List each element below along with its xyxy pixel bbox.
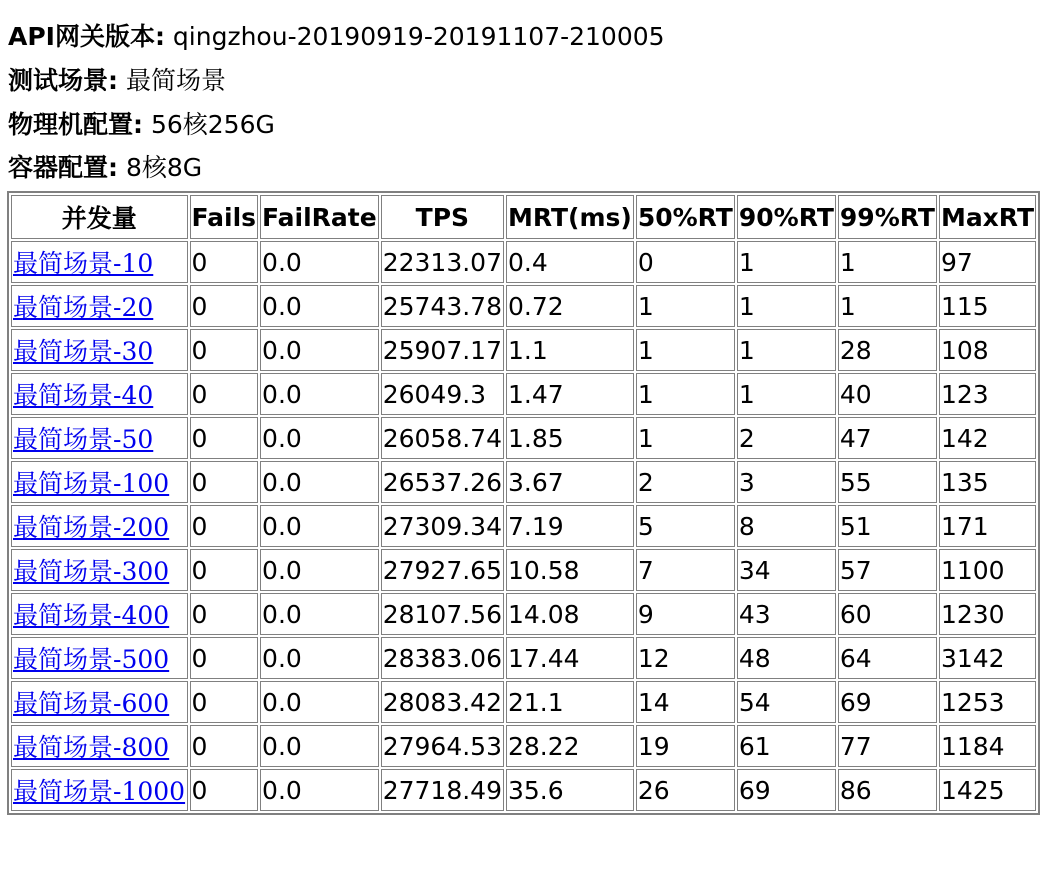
cell-maxrt: 1100 xyxy=(939,549,1036,591)
table-row xyxy=(11,593,1036,635)
cell-mrt: 21.1 xyxy=(506,681,634,723)
cell-rt99: 1 xyxy=(838,241,937,283)
cell-rt50: 5 xyxy=(636,505,735,547)
cell-maxrt: 1230 xyxy=(939,593,1036,635)
cell-fails: 0 xyxy=(190,461,259,503)
table-header-row xyxy=(11,195,1036,239)
cell-maxrt: 3142 xyxy=(939,637,1036,679)
results-table xyxy=(7,191,1040,815)
cell-fails: 0 xyxy=(190,329,259,371)
cell-fails: 0 xyxy=(190,769,259,811)
scenario-link[interactable]: 最简场景-20 xyxy=(13,293,154,322)
table-row xyxy=(11,241,1036,283)
cell-mrt: 1.1 xyxy=(506,329,634,371)
cell-rt90: 34 xyxy=(737,549,836,591)
cell-maxrt: 108 xyxy=(939,329,1036,371)
scenario-link[interactable]: 最简场景-40 xyxy=(13,381,154,410)
cell-rt50: 2 xyxy=(636,461,735,503)
info-label: 物理机配置: xyxy=(8,110,143,139)
table-row xyxy=(11,461,1036,503)
cell-rt99: 77 xyxy=(838,725,937,767)
header-rt90: 90%RT xyxy=(737,195,836,239)
cell-fails: 0 xyxy=(190,417,259,459)
cell-fails: 0 xyxy=(190,285,259,327)
cell-maxrt: 1425 xyxy=(939,769,1036,811)
cell-mrt: 0.4 xyxy=(506,241,634,283)
cell-scenario xyxy=(11,329,188,371)
table-row xyxy=(11,681,1036,723)
cell-scenario xyxy=(11,637,188,679)
cell-failrate: 0.0 xyxy=(260,461,379,503)
cell-scenario xyxy=(11,725,188,767)
cell-mrt: 35.6 xyxy=(506,769,634,811)
cell-fails: 0 xyxy=(190,505,259,547)
header-failrate: FailRate xyxy=(260,195,379,239)
cell-maxrt: 135 xyxy=(939,461,1036,503)
cell-rt90: 61 xyxy=(737,725,836,767)
cell-failrate: 0.0 xyxy=(260,241,379,283)
info-value: 56核256G xyxy=(143,110,275,139)
scenario-link[interactable]: 最简场景-500 xyxy=(13,645,170,674)
cell-fails: 0 xyxy=(190,241,259,283)
cell-scenario xyxy=(11,285,188,327)
header-concurrency: 并发量 xyxy=(11,195,188,239)
scenario-link[interactable]: 最简场景-600 xyxy=(13,689,170,718)
cell-rt50: 12 xyxy=(636,637,735,679)
cell-rt99: 55 xyxy=(838,461,937,503)
table-body xyxy=(11,241,1036,811)
info-gateway-version xyxy=(8,22,665,52)
cell-maxrt: 1253 xyxy=(939,681,1036,723)
cell-mrt: 10.58 xyxy=(506,549,634,591)
header-mrt: MRT(ms) xyxy=(506,195,634,239)
header-tps: TPS xyxy=(381,195,504,239)
info-label: 容器配置: xyxy=(8,153,118,182)
cell-rt90: 8 xyxy=(737,505,836,547)
cell-failrate: 0.0 xyxy=(260,285,379,327)
cell-fails: 0 xyxy=(190,637,259,679)
cell-tps: 28383.06 xyxy=(381,637,504,679)
cell-rt50: 19 xyxy=(636,725,735,767)
cell-rt90: 1 xyxy=(737,329,836,371)
header-rt50: 50%RT xyxy=(636,195,735,239)
info-container-config xyxy=(8,153,202,183)
cell-maxrt: 171 xyxy=(939,505,1036,547)
cell-scenario xyxy=(11,417,188,459)
cell-rt90: 69 xyxy=(737,769,836,811)
info-test-scenario xyxy=(8,66,226,96)
cell-rt99: 28 xyxy=(838,329,937,371)
scenario-link[interactable]: 最简场景-100 xyxy=(13,469,170,498)
info-value: 最简场景 xyxy=(118,66,226,95)
table-row xyxy=(11,373,1036,415)
table-row xyxy=(11,417,1036,459)
cell-mrt: 0.72 xyxy=(506,285,634,327)
cell-scenario xyxy=(11,681,188,723)
table-row xyxy=(11,637,1036,679)
cell-failrate: 0.0 xyxy=(260,549,379,591)
cell-tps: 27927.65 xyxy=(381,549,504,591)
cell-rt90: 2 xyxy=(737,417,836,459)
cell-rt99: 64 xyxy=(838,637,937,679)
cell-rt90: 3 xyxy=(737,461,836,503)
scenario-link[interactable]: 最简场景-10 xyxy=(13,249,154,278)
cell-rt50: 1 xyxy=(636,285,735,327)
cell-mrt: 1.85 xyxy=(506,417,634,459)
cell-rt90: 1 xyxy=(737,285,836,327)
cell-failrate: 0.0 xyxy=(260,681,379,723)
cell-fails: 0 xyxy=(190,725,259,767)
cell-rt90: 54 xyxy=(737,681,836,723)
cell-rt90: 43 xyxy=(737,593,836,635)
table-row xyxy=(11,769,1036,811)
cell-mrt: 14.08 xyxy=(506,593,634,635)
cell-tps: 22313.07 xyxy=(381,241,504,283)
cell-scenario xyxy=(11,593,188,635)
cell-rt99: 86 xyxy=(838,769,937,811)
cell-tps: 26049.3 xyxy=(381,373,504,415)
cell-rt99: 57 xyxy=(838,549,937,591)
cell-failrate: 0.0 xyxy=(260,725,379,767)
cell-tps: 25907.17 xyxy=(381,329,504,371)
cell-rt50: 9 xyxy=(636,593,735,635)
cell-mrt: 3.67 xyxy=(506,461,634,503)
cell-fails: 0 xyxy=(190,681,259,723)
cell-rt99: 40 xyxy=(838,373,937,415)
cell-tps: 27964.53 xyxy=(381,725,504,767)
scenario-link[interactable]: 最简场景-400 xyxy=(13,601,170,630)
cell-rt99: 1 xyxy=(838,285,937,327)
cell-scenario xyxy=(11,461,188,503)
cell-mrt: 28.22 xyxy=(506,725,634,767)
cell-rt90: 1 xyxy=(737,241,836,283)
cell-maxrt: 142 xyxy=(939,417,1036,459)
cell-fails: 0 xyxy=(190,549,259,591)
cell-rt50: 0 xyxy=(636,241,735,283)
scenario-link[interactable]: 最简场景-800 xyxy=(13,733,170,762)
info-label: API网关版本: xyxy=(8,22,165,51)
cell-failrate: 0.0 xyxy=(260,329,379,371)
cell-tps: 26058.74 xyxy=(381,417,504,459)
cell-failrate: 0.0 xyxy=(260,593,379,635)
table-row xyxy=(11,285,1036,327)
cell-tps: 25743.78 xyxy=(381,285,504,327)
cell-tps: 27718.49 xyxy=(381,769,504,811)
scenario-link[interactable]: 最简场景-200 xyxy=(13,513,170,542)
cell-tps: 26537.26 xyxy=(381,461,504,503)
scenario-link[interactable]: 最简场景-30 xyxy=(13,337,154,366)
cell-failrate: 0.0 xyxy=(260,373,379,415)
cell-failrate: 0.0 xyxy=(260,637,379,679)
info-label: 测试场景: xyxy=(8,66,118,95)
table-row xyxy=(11,329,1036,371)
cell-rt50: 1 xyxy=(636,329,735,371)
cell-maxrt: 97 xyxy=(939,241,1036,283)
info-physical-machine-config xyxy=(8,110,275,140)
cell-rt50: 1 xyxy=(636,417,735,459)
cell-failrate: 0.0 xyxy=(260,417,379,459)
info-value: qingzhou-20190919-20191107-210005 xyxy=(164,22,665,51)
info-value: 8核8G xyxy=(118,153,203,182)
cell-mrt: 17.44 xyxy=(506,637,634,679)
table-row xyxy=(11,725,1036,767)
scenario-link[interactable]: 最简场景-1000 xyxy=(13,777,186,806)
cell-rt90: 48 xyxy=(737,637,836,679)
cell-failrate: 0.0 xyxy=(260,769,379,811)
cell-scenario xyxy=(11,549,188,591)
cell-tps: 28107.56 xyxy=(381,593,504,635)
cell-scenario xyxy=(11,241,188,283)
cell-failrate: 0.0 xyxy=(260,505,379,547)
cell-rt50: 26 xyxy=(636,769,735,811)
header-rt99: 99%RT xyxy=(838,195,937,239)
cell-rt90: 1 xyxy=(737,373,836,415)
cell-rt99: 47 xyxy=(838,417,937,459)
cell-maxrt: 1184 xyxy=(939,725,1036,767)
header-maxrt: MaxRT xyxy=(939,195,1036,239)
table-row xyxy=(11,549,1036,591)
cell-scenario xyxy=(11,373,188,415)
cell-maxrt: 115 xyxy=(939,285,1036,327)
cell-tps: 27309.34 xyxy=(381,505,504,547)
cell-mrt: 7.19 xyxy=(506,505,634,547)
scenario-link[interactable]: 最简场景-300 xyxy=(13,557,170,586)
cell-scenario xyxy=(11,769,188,811)
cell-mrt: 1.47 xyxy=(506,373,634,415)
table-row xyxy=(11,505,1036,547)
cell-rt99: 60 xyxy=(838,593,937,635)
header-fails: Fails xyxy=(190,195,259,239)
cell-fails: 0 xyxy=(190,373,259,415)
cell-fails: 0 xyxy=(190,593,259,635)
cell-tps: 28083.42 xyxy=(381,681,504,723)
scenario-link[interactable]: 最简场景-50 xyxy=(13,425,154,454)
cell-scenario xyxy=(11,505,188,547)
cell-rt50: 14 xyxy=(636,681,735,723)
cell-rt99: 69 xyxy=(838,681,937,723)
cell-rt50: 1 xyxy=(636,373,735,415)
cell-rt99: 51 xyxy=(838,505,937,547)
cell-rt50: 7 xyxy=(636,549,735,591)
cell-maxrt: 123 xyxy=(939,373,1036,415)
